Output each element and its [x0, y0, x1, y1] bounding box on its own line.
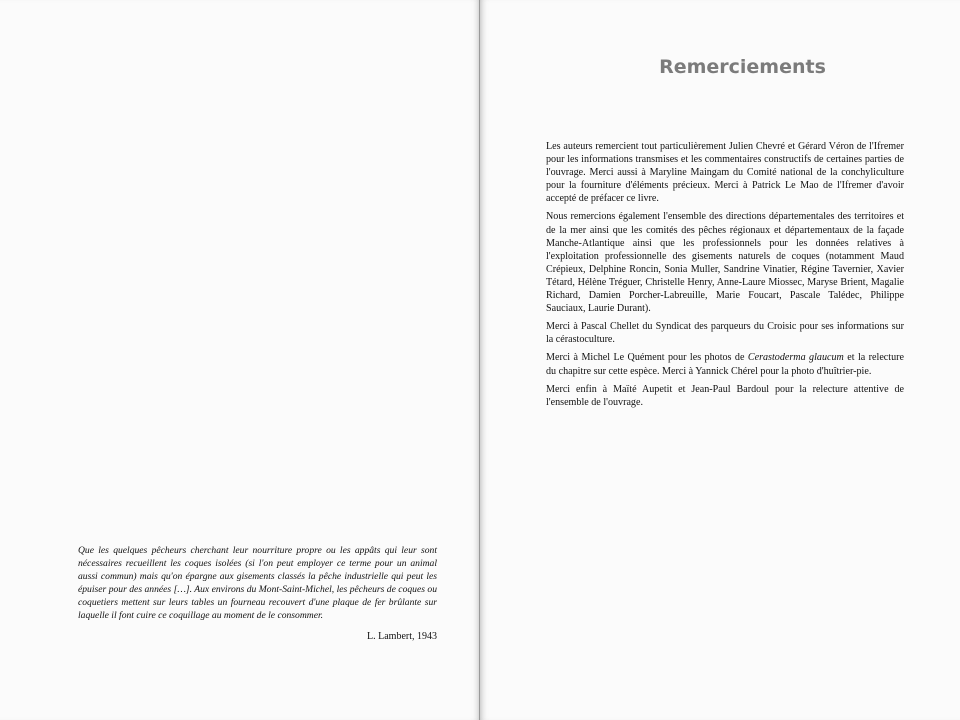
right-page [480, 0, 960, 720]
paragraph-4-start: Merci à Michel Le Quément pour les photos de [546, 352, 748, 364]
acknowledgements-body [546, 140, 904, 414]
paragraph-1: Les auteurs remercient tout particulièrement Julien Chevré et Gérard Véron de l'Ifremer pour les informations transmises et les commentaires constructifs de certaines parties de l'ouvrage. Merci aussi à Maryline Maingam du Comité national de la conchyliculture pour la fourniture d'éléments précieux. Merci à Patrick Le Mao de l'Ifremer d'avoir accepté de préfacer ce livre. [546, 141, 904, 205]
paragraph-3: Merci à Pascal Chellet du Syndicat des parqueurs du Croisic pour ses informations sur la cérastoculture. [546, 321, 904, 346]
paragraph-5: Merci enfin à Maïté Aupetit et Jean-Paul Bardoul pour la relecture attentive de l'ensemble de l'ouvrage. [546, 383, 904, 408]
epigraph [78, 545, 437, 644]
species-name: Cerastoderma glaucum [747, 352, 844, 364]
epigraph-quote: Que les quelques pêcheurs cherchant leur nourriture propre ou les appâts qui leur sont nécessaires recueillent les coques isolées (si l'on peut employer ce terme pour un animal aussi commun) mais qu'on épargne aux gisements classés la pêche industrielle qui peut les épuiser pour des années […]. Aux environs du Mont-Saint-Michel, les pêcheurs de coques ou coquetiers mettent sur leurs tables un fourneau recouvert d'une plaque de fer brûlante sur laquelle il font cuire ce coquillage au moment de le consommer. [78, 545, 437, 621]
epigraph-attribution: L. Lambert, 1943 [367, 631, 437, 643]
paragraph-4 [546, 351, 904, 377]
page-title: Remerciements [659, 56, 826, 78]
paragraph-2: Nous remercions également l'ensemble des directions départementales des territoires et de la mer ainsi que les comités des pêches régionaux et départementaux de la façade Manche-Atlantique ainsi que les professionnels pour les données relatives à l'exploitation professionnelle des gisements naturels de coques (notamment Maud Crépieux, Delphine Roncin, Sonia Muller, Sandrine Vinatier, Régine Tavernier, Xavier Tétard, Hélène Tréguer, Christelle Henry, Anne-Laure Miossec, Maryse Brient, Magalie Richard, Damien Porcher-Labreuille, Marie Foucart, Pascale Talédec, Philippe Sauciaux, Laurie Durant). [546, 211, 904, 315]
paragraph-4-end: et la relecture du chapitre sur cette espèce. Merci à Yannick Chérel pour la photo d'huîtrier-pie. [546, 352, 904, 377]
